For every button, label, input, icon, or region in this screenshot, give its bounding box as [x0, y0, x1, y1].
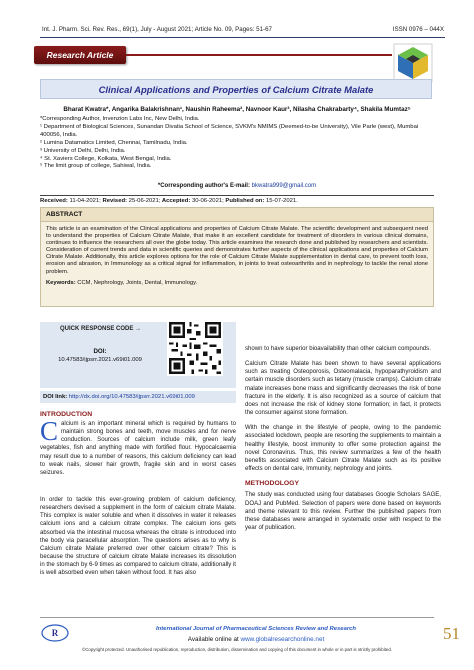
- published-date: 15-07-2021.: [266, 198, 298, 204]
- corresponding-label: *Corresponding author's E-mail:: [157, 183, 250, 189]
- introduction-paragraph-1-text: alcium is an important mineral which is required by humans to maintain strong bones and teeth, move muscles and for nerve conduction. Sources of calcium include milk, green leafy vegetables, fish and anything made with fortified flour. Hypocalcaemia may result due to a number of reasons, this calcium deficiency can lead to weak nails, slower hair growth, fragile skin and in worst cases seizures.: [40, 421, 236, 476]
- right-paragraph-2: Calcium Citrate Malate has been shown to have several applications such as treating Osteoporosis, Osteomalacia, hypoparathyroidism and certain muscle disorders such as tetany (muscle cramps). Calcium citrate malate increases bone mass and significantly decreases the risk of bone fracture in the elderly. It is also recognized as a source of calcium that does not increase the risk of kidney stone formation; in fact, it protects the consumer against stone formation.: [245, 361, 441, 417]
- affiliations: [40, 116, 434, 171]
- footer-availability: [146, 636, 366, 643]
- journal-logo-icon: [392, 42, 434, 84]
- methodology-heading: METHODOLOGY: [245, 480, 299, 488]
- accepted-label: Accepted:: [161, 198, 191, 204]
- affiliation-item: ⁵ The limit group of college, Sahiwal, India.: [40, 163, 152, 170]
- introduction-heading: INTRODUCTION: [40, 411, 93, 418]
- svg-text:R: R: [51, 628, 59, 638]
- published-label: Published on:: [225, 198, 265, 204]
- introduction-paragraph-2: In order to tackle this ever-growing problem of calcium deficiency, researchers devised a supplement in the form of calcium citrate Malate. This complex is water soluble and when it dissolves in water it releases calcium ions and a calcium citrate complex. The calcium ions gets absorbed via the intestinal mucosa whereas the citrate is introduced into the body via paracellular absorption. The questions arises as to why is Calcium citrate Malate preferred over other calcium citrate? This is because the structure of calcium citrate Malate increases its dissolution in the stomach by 6-9 times as compared to calcium citrate, additionally it is well absorbed even when taken without food. It has also: [40, 497, 236, 577]
- right-paragraph-3: With the change in the lifestyle of people, owing to the pandemic associated lockdown, people are resorting the supplements to maintain a healthy lifestyle, boost immunity to offer some protection against the novel Coronavirus. Thus, this review summarizes a few of the health benefits associated with Calcium Citrate Malate such as its positive effects on dental care, Immunity, nephrology and joints.: [245, 425, 441, 473]
- doi-label: DOI:: [93, 348, 107, 355]
- ribbon-divider: [126, 54, 392, 56]
- footer-website-link[interactable]: www.globalresearchonline.net: [240, 636, 325, 643]
- qr-label: QUICK RESPONSE CODE →: [60, 326, 142, 332]
- received-label: Received:: [40, 198, 68, 204]
- affiliation-item: ³ University of Delhi, Delhi, India.: [40, 147, 126, 154]
- abstract-heading: ABSTRACT: [41, 208, 433, 222]
- keywords: [41, 276, 433, 290]
- header-divider: [40, 37, 445, 38]
- doi-value: 10.47583/ijpsrr.2021.v69i01.009: [58, 357, 142, 363]
- affiliation-item: *Corresponding Author, Invenzion Labs Inc, New Delhi, India.: [40, 116, 200, 122]
- footer-divider: [40, 617, 434, 618]
- keywords-label: Keywords:: [46, 279, 76, 286]
- doi-link-row: [40, 391, 236, 403]
- right-column: [245, 345, 441, 539]
- article-type-label: Research Article: [46, 50, 114, 60]
- article-title: Clinical Applications and Properties of Calcium Citrate Malate: [40, 79, 432, 99]
- revised-label: Revised:: [102, 198, 128, 204]
- abstract-box: [40, 207, 434, 307]
- affiliation-item: ² Lumina Datamatics Limited, Chennai, Tamilnadu, India.: [40, 139, 188, 146]
- doi-link[interactable]: http://dx.doi.org/10.47583/ijpsrr.2021.v69i01.009: [68, 394, 195, 400]
- corresponding-email-link[interactable]: bkwatra999@gmail.com: [251, 183, 317, 189]
- publisher-logo-icon: [40, 620, 70, 644]
- received-date: 11-04-2021;: [69, 198, 101, 204]
- footer-journal-name: International Journal of Pharmaceutical Sciences Review and Research: [155, 626, 357, 632]
- doi-link-label: DOI link:: [43, 394, 68, 400]
- revised-date: 25-06-2021;: [128, 198, 161, 204]
- affiliation-item: ¹ Department of Biological Sciences, Sunandan Divatia School of Science, SVKM's NMIMS (Deemed-to-be University), Vile Parle (west), Mumbai 400056, India.: [40, 123, 419, 138]
- page-number: 51: [443, 624, 460, 643]
- dates-divider: [40, 195, 434, 196]
- affiliation-item: ⁴ St. Xaviers College, Kolkata, West Bengal, India.: [40, 155, 172, 162]
- author-list: Bharat Kwatra*, Angarika Balakrishnan¹, Naushin Raheema², Navnoor Kaur³, Nilasha Chakrabarty⁴, Shakila Mumtaz⁵: [63, 106, 411, 113]
- methodology-paragraph: The study was conducted using four databases Google Scholars SAGE, DOAJ and PubMed. Selection of papers were done based on keywords and theme relevant to this review. Further the published papers from these databases were arranged in systematic order with respect to the year of publication.: [245, 492, 441, 531]
- article-dates: [40, 198, 434, 204]
- right-paragraph-1: shown to have superior bioavailability than other calcium compounds.: [245, 346, 431, 352]
- accepted-date: 30-06-2021;: [192, 198, 224, 204]
- footer-copyright: ©Copyright protected. Unauthorised republication, reproduction, distribution, dissemination and copying of this document in whole or in part is strictly prohibited.: [81, 647, 392, 652]
- corresponding-author: [40, 183, 434, 189]
- drop-cap: C: [40, 416, 59, 446]
- journal-reference: Int. J. Pharm. Sci. Rev. Res., 69(1), July - August 2021; Article No. 09, Pages: 51-67: [42, 26, 272, 33]
- qr-code-icon[interactable]: [167, 320, 223, 376]
- introduction-paragraph-1: [40, 416, 236, 477]
- abstract-text: This article is an examination of the Clinical applications and properties of Calcium Citrate Malate. The scientific development and subsequent need to understand the properties of Calcium Citrate Malate, that make it an excellent candidate for treatment of disorders in various clinical domains, continues to influence the researchers all over the globe today. This article examines the research done and published by researchers and scientists. Consideration of current trends and data in scientific queries and demonstrates further aspects of the clinical applications and properties of Calcium Citrate Malate. Additionally, this article explores options for the role of Calcium Citrate Malate supplementation in dental care, to prevent tooth loss, erosion and abrasion, in Immunology as a critical signal for inflammation, in joints to treat osteoarthritis and in nephrology to tackle the renal stone problem.: [46, 226, 428, 275]
- issn: ISSN 0976 – 044X: [392, 26, 444, 33]
- article-type-ribbon: [34, 46, 126, 64]
- journal-header: [42, 26, 444, 33]
- footer-avail-label: Available online at: [187, 636, 239, 643]
- keywords-value: CCM, Nephrology, Joints, Dental, Immunology.: [77, 279, 198, 286]
